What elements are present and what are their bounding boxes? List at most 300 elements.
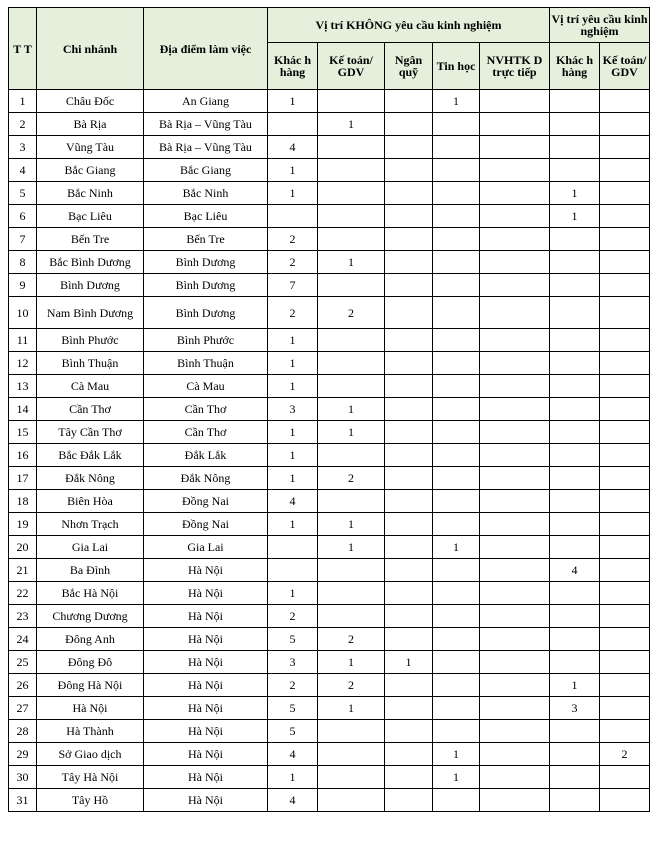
- cell-customer: 1: [268, 182, 318, 205]
- cell-treasury: [385, 159, 433, 182]
- cell-branch: Nhơn Trạch: [37, 513, 144, 536]
- cell-customer: [268, 536, 318, 559]
- cell-branch: Biên Hòa: [37, 490, 144, 513]
- table-row: [9, 720, 650, 743]
- cell-customer: 4: [268, 136, 318, 159]
- cell-exp-customer: [550, 90, 600, 113]
- cell-treasury: [385, 674, 433, 697]
- table-row: [9, 251, 650, 274]
- cell-branch: Hà Thành: [37, 720, 144, 743]
- cell-customer: 3: [268, 398, 318, 421]
- cell-nvhtkd: [480, 297, 550, 329]
- cell-location: Cần Thơ: [144, 398, 268, 421]
- cell-accounting: 1: [318, 398, 385, 421]
- cell-nvhtkd: [480, 375, 550, 398]
- cell-it: 1: [433, 90, 480, 113]
- cell-nvhtkd: [480, 490, 550, 513]
- cell-exp-customer: [550, 329, 600, 352]
- cell-customer: [268, 113, 318, 136]
- cell-tt: 4: [9, 159, 37, 182]
- cell-it: [433, 720, 480, 743]
- cell-accounting: [318, 720, 385, 743]
- cell-location: Hà Nội: [144, 674, 268, 697]
- cell-customer: 1: [268, 467, 318, 490]
- cell-treasury: [385, 352, 433, 375]
- cell-accounting: [318, 375, 385, 398]
- header-group-experience: Vị trí yêu cầu kinh nghiệm: [550, 8, 650, 43]
- cell-exp-customer: [550, 159, 600, 182]
- cell-treasury: [385, 205, 433, 228]
- cell-it: [433, 582, 480, 605]
- cell-nvhtkd: [480, 136, 550, 159]
- cell-branch: Bắc Giang: [37, 159, 144, 182]
- table-row: [9, 182, 650, 205]
- cell-exp-accounting: [600, 375, 650, 398]
- table-row: [9, 329, 650, 352]
- table-row: [9, 513, 650, 536]
- cell-accounting: [318, 352, 385, 375]
- cell-location: Bình Dương: [144, 251, 268, 274]
- cell-tt: 13: [9, 375, 37, 398]
- cell-nvhtkd: [480, 182, 550, 205]
- cell-customer: 5: [268, 697, 318, 720]
- cell-customer: 1: [268, 444, 318, 467]
- cell-branch: Gia Lai: [37, 536, 144, 559]
- cell-it: [433, 329, 480, 352]
- cell-branch: Vũng Tàu: [37, 136, 144, 159]
- cell-location: Hà Nội: [144, 582, 268, 605]
- cell-customer: 1: [268, 766, 318, 789]
- cell-customer: 1: [268, 159, 318, 182]
- cell-treasury: [385, 467, 433, 490]
- cell-accounting: [318, 743, 385, 766]
- cell-exp-accounting: [600, 251, 650, 274]
- cell-accounting: 2: [318, 628, 385, 651]
- cell-branch: Đắk Nông: [37, 467, 144, 490]
- cell-branch: Châu Đốc: [37, 90, 144, 113]
- cell-branch: Cà Mau: [37, 375, 144, 398]
- cell-location: Bình Dương: [144, 297, 268, 329]
- cell-it: [433, 490, 480, 513]
- cell-branch: Bắc Bình Dương: [37, 251, 144, 274]
- cell-location: Bình Dương: [144, 274, 268, 297]
- cell-tt: 30: [9, 766, 37, 789]
- cell-exp-accounting: [600, 329, 650, 352]
- header-customer: Khác h hàng: [268, 43, 318, 90]
- cell-nvhtkd: [480, 628, 550, 651]
- cell-customer: 1: [268, 329, 318, 352]
- cell-it: [433, 251, 480, 274]
- cell-accounting: [318, 205, 385, 228]
- cell-treasury: [385, 766, 433, 789]
- cell-nvhtkd: [480, 421, 550, 444]
- cell-location: Hà Nội: [144, 766, 268, 789]
- cell-accounting: 1: [318, 697, 385, 720]
- cell-exp-customer: [550, 136, 600, 159]
- cell-nvhtkd: [480, 352, 550, 375]
- cell-branch: Đông Anh: [37, 628, 144, 651]
- cell-branch: Ba Đình: [37, 559, 144, 582]
- cell-exp-customer: 4: [550, 559, 600, 582]
- table-row: [9, 559, 650, 582]
- cell-exp-accounting: [600, 228, 650, 251]
- cell-treasury: [385, 375, 433, 398]
- cell-exp-customer: [550, 490, 600, 513]
- cell-location: Hà Nội: [144, 697, 268, 720]
- cell-customer: [268, 559, 318, 582]
- cell-accounting: 1: [318, 536, 385, 559]
- cell-it: 1: [433, 743, 480, 766]
- cell-exp-customer: 1: [550, 182, 600, 205]
- table-header: [9, 8, 650, 90]
- cell-accounting: [318, 444, 385, 467]
- cell-accounting: [318, 228, 385, 251]
- table-row: [9, 375, 650, 398]
- cell-accounting: 2: [318, 297, 385, 329]
- cell-exp-accounting: [600, 90, 650, 113]
- cell-nvhtkd: [480, 536, 550, 559]
- cell-treasury: [385, 582, 433, 605]
- cell-nvhtkd: [480, 720, 550, 743]
- table-row: [9, 766, 650, 789]
- cell-exp-customer: [550, 398, 600, 421]
- cell-branch: Sở Giao dịch: [37, 743, 144, 766]
- cell-customer: 4: [268, 789, 318, 812]
- cell-customer: 1: [268, 352, 318, 375]
- cell-location: Gia Lai: [144, 536, 268, 559]
- cell-it: [433, 182, 480, 205]
- cell-it: [433, 398, 480, 421]
- cell-it: [433, 513, 480, 536]
- cell-exp-customer: [550, 766, 600, 789]
- header-exp-customer: Khác h hàng: [550, 43, 600, 90]
- table-row: [9, 789, 650, 812]
- cell-it: [433, 113, 480, 136]
- cell-location: Bình Phước: [144, 329, 268, 352]
- cell-nvhtkd: [480, 274, 550, 297]
- cell-treasury: [385, 697, 433, 720]
- cell-nvhtkd: [480, 467, 550, 490]
- cell-location: Hà Nội: [144, 559, 268, 582]
- cell-location: Đồng Nai: [144, 513, 268, 536]
- cell-nvhtkd: [480, 329, 550, 352]
- cell-exp-customer: [550, 651, 600, 674]
- cell-treasury: [385, 113, 433, 136]
- cell-it: [433, 352, 480, 375]
- cell-exp-accounting: [600, 205, 650, 228]
- header-group-no-experience: Vị trí KHÔNG yêu cầu kinh nghiệm: [268, 8, 550, 43]
- cell-treasury: [385, 490, 433, 513]
- cell-treasury: [385, 605, 433, 628]
- cell-it: 1: [433, 536, 480, 559]
- cell-it: [433, 674, 480, 697]
- cell-location: Hà Nội: [144, 651, 268, 674]
- cell-tt: 22: [9, 582, 37, 605]
- cell-tt: 11: [9, 329, 37, 352]
- cell-accounting: [318, 789, 385, 812]
- cell-tt: 10: [9, 297, 37, 329]
- table-body: [9, 90, 650, 812]
- table-row: [9, 205, 650, 228]
- cell-accounting: [318, 159, 385, 182]
- cell-location: Bến Tre: [144, 228, 268, 251]
- cell-customer: 2: [268, 297, 318, 329]
- cell-treasury: [385, 228, 433, 251]
- cell-tt: 16: [9, 444, 37, 467]
- cell-branch: Đông Hà Nội: [37, 674, 144, 697]
- cell-it: [433, 444, 480, 467]
- cell-exp-accounting: [600, 113, 650, 136]
- cell-accounting: 2: [318, 674, 385, 697]
- cell-exp-customer: [550, 720, 600, 743]
- cell-treasury: [385, 789, 433, 812]
- header-exp-accounting: Kế toán/ GDV: [600, 43, 650, 90]
- table-row: [9, 582, 650, 605]
- cell-nvhtkd: [480, 674, 550, 697]
- cell-accounting: [318, 490, 385, 513]
- cell-exp-accounting: [600, 674, 650, 697]
- cell-nvhtkd: [480, 251, 550, 274]
- cell-tt: 12: [9, 352, 37, 375]
- cell-location: Bình Thuận: [144, 352, 268, 375]
- cell-it: [433, 205, 480, 228]
- cell-location: Hà Nội: [144, 789, 268, 812]
- cell-treasury: [385, 329, 433, 352]
- cell-exp-accounting: [600, 136, 650, 159]
- header-row-1: [9, 8, 650, 43]
- cell-tt: 18: [9, 490, 37, 513]
- header-location: Địa điểm làm việc: [144, 8, 268, 90]
- cell-treasury: [385, 297, 433, 329]
- cell-branch: Bạc Liêu: [37, 205, 144, 228]
- cell-tt: 25: [9, 651, 37, 674]
- cell-treasury: [385, 136, 433, 159]
- cell-exp-accounting: [600, 352, 650, 375]
- header-accounting: Kế toán/ GDV: [318, 43, 385, 90]
- cell-it: [433, 421, 480, 444]
- cell-accounting: [318, 605, 385, 628]
- cell-tt: 15: [9, 421, 37, 444]
- cell-exp-customer: [550, 536, 600, 559]
- cell-nvhtkd: [480, 205, 550, 228]
- cell-accounting: [318, 582, 385, 605]
- cell-accounting: [318, 766, 385, 789]
- cell-branch: Cần Thơ: [37, 398, 144, 421]
- cell-accounting: [318, 329, 385, 352]
- cell-treasury: [385, 421, 433, 444]
- cell-nvhtkd: [480, 651, 550, 674]
- cell-tt: 19: [9, 513, 37, 536]
- cell-exp-customer: [550, 628, 600, 651]
- cell-tt: 17: [9, 467, 37, 490]
- cell-branch: Bắc Đắk Lắk: [37, 444, 144, 467]
- cell-treasury: [385, 398, 433, 421]
- cell-treasury: [385, 559, 433, 582]
- cell-tt: 5: [9, 182, 37, 205]
- cell-exp-accounting: [600, 559, 650, 582]
- cell-accounting: [318, 559, 385, 582]
- cell-treasury: [385, 444, 433, 467]
- header-nvhtkd: NVHTK D trực tiếp: [480, 43, 550, 90]
- cell-branch: Hà Nội: [37, 697, 144, 720]
- table-row: [9, 536, 650, 559]
- cell-exp-accounting: [600, 398, 650, 421]
- table-row: [9, 628, 650, 651]
- cell-tt: 7: [9, 228, 37, 251]
- table-row: [9, 605, 650, 628]
- cell-it: [433, 467, 480, 490]
- cell-it: [433, 375, 480, 398]
- cell-it: [433, 697, 480, 720]
- cell-exp-customer: [550, 582, 600, 605]
- cell-exp-accounting: [600, 697, 650, 720]
- cell-exp-accounting: [600, 766, 650, 789]
- cell-customer: 2: [268, 674, 318, 697]
- cell-accounting: [318, 274, 385, 297]
- cell-nvhtkd: [480, 398, 550, 421]
- cell-branch: Bình Phước: [37, 329, 144, 352]
- cell-exp-customer: [550, 743, 600, 766]
- cell-branch: Bà Rịa: [37, 113, 144, 136]
- cell-tt: 24: [9, 628, 37, 651]
- header-branch: Chi nhánh: [37, 8, 144, 90]
- cell-tt: 6: [9, 205, 37, 228]
- cell-nvhtkd: [480, 559, 550, 582]
- cell-exp-accounting: [600, 513, 650, 536]
- table-row: [9, 444, 650, 467]
- cell-customer: 1: [268, 513, 318, 536]
- cell-exp-accounting: [600, 582, 650, 605]
- table-row: [9, 228, 650, 251]
- cell-exp-accounting: [600, 720, 650, 743]
- cell-it: [433, 605, 480, 628]
- cell-treasury: [385, 90, 433, 113]
- cell-tt: 27: [9, 697, 37, 720]
- cell-customer: 4: [268, 743, 318, 766]
- cell-exp-accounting: 2: [600, 743, 650, 766]
- cell-exp-accounting: [600, 536, 650, 559]
- cell-location: Đắk Lắk: [144, 444, 268, 467]
- cell-customer: 5: [268, 628, 318, 651]
- cell-treasury: [385, 628, 433, 651]
- cell-exp-customer: [550, 251, 600, 274]
- cell-it: 1: [433, 766, 480, 789]
- cell-exp-customer: [550, 352, 600, 375]
- cell-customer: 2: [268, 251, 318, 274]
- cell-it: [433, 559, 480, 582]
- cell-exp-customer: 1: [550, 674, 600, 697]
- table-row: [9, 490, 650, 513]
- cell-branch: Chương Dương: [37, 605, 144, 628]
- cell-exp-accounting: [600, 789, 650, 812]
- cell-exp-accounting: [600, 467, 650, 490]
- cell-it: [433, 628, 480, 651]
- cell-exp-customer: [550, 274, 600, 297]
- cell-treasury: 1: [385, 651, 433, 674]
- cell-tt: 3: [9, 136, 37, 159]
- cell-exp-customer: [550, 375, 600, 398]
- cell-it: [433, 228, 480, 251]
- cell-branch: Tây Hồ: [37, 789, 144, 812]
- cell-location: Hà Nội: [144, 743, 268, 766]
- cell-customer: 7: [268, 274, 318, 297]
- cell-exp-customer: 1: [550, 205, 600, 228]
- cell-treasury: [385, 182, 433, 205]
- cell-location: Hà Nội: [144, 720, 268, 743]
- cell-nvhtkd: [480, 605, 550, 628]
- cell-tt: 2: [9, 113, 37, 136]
- cell-branch: Nam Bình Dương: [37, 297, 144, 329]
- cell-nvhtkd: [480, 513, 550, 536]
- cell-exp-customer: [550, 421, 600, 444]
- recruitment-table-container: [8, 7, 650, 812]
- cell-location: Hà Nội: [144, 605, 268, 628]
- cell-nvhtkd: [480, 697, 550, 720]
- table-row: [9, 674, 650, 697]
- cell-accounting: [318, 90, 385, 113]
- table-row: [9, 274, 650, 297]
- cell-exp-customer: [550, 789, 600, 812]
- cell-nvhtkd: [480, 444, 550, 467]
- table-row: [9, 651, 650, 674]
- cell-branch: Bình Thuận: [37, 352, 144, 375]
- cell-tt: 1: [9, 90, 37, 113]
- cell-treasury: [385, 743, 433, 766]
- table-row: [9, 136, 650, 159]
- cell-customer: 1: [268, 375, 318, 398]
- cell-location: Cần Thơ: [144, 421, 268, 444]
- cell-customer: [268, 205, 318, 228]
- cell-location: Bà Rịa – Vũng Tàu: [144, 113, 268, 136]
- table-row: [9, 743, 650, 766]
- cell-it: [433, 651, 480, 674]
- cell-tt: 21: [9, 559, 37, 582]
- cell-location: Đồng Nai: [144, 490, 268, 513]
- cell-nvhtkd: [480, 228, 550, 251]
- cell-exp-accounting: [600, 182, 650, 205]
- header-it: Tin học: [433, 43, 480, 90]
- cell-tt: 20: [9, 536, 37, 559]
- cell-location: Bà Rịa – Vũng Tàu: [144, 136, 268, 159]
- cell-exp-customer: [550, 467, 600, 490]
- cell-customer: 2: [268, 605, 318, 628]
- cell-location: Cà Mau: [144, 375, 268, 398]
- cell-branch: Tây Hà Nội: [37, 766, 144, 789]
- cell-tt: 9: [9, 274, 37, 297]
- cell-customer: 1: [268, 582, 318, 605]
- cell-nvhtkd: [480, 159, 550, 182]
- table-row: [9, 421, 650, 444]
- cell-branch: Bến Tre: [37, 228, 144, 251]
- cell-customer: 1: [268, 421, 318, 444]
- cell-tt: 26: [9, 674, 37, 697]
- cell-treasury: [385, 274, 433, 297]
- cell-nvhtkd: [480, 582, 550, 605]
- cell-exp-accounting: [600, 651, 650, 674]
- cell-customer: 3: [268, 651, 318, 674]
- cell-exp-accounting: [600, 605, 650, 628]
- cell-customer: 2: [268, 228, 318, 251]
- cell-exp-customer: 3: [550, 697, 600, 720]
- cell-customer: 5: [268, 720, 318, 743]
- table-row: [9, 352, 650, 375]
- cell-nvhtkd: [480, 766, 550, 789]
- cell-exp-customer: [550, 513, 600, 536]
- cell-exp-customer: [550, 297, 600, 329]
- cell-exp-customer: [550, 444, 600, 467]
- cell-exp-accounting: [600, 490, 650, 513]
- cell-exp-accounting: [600, 421, 650, 444]
